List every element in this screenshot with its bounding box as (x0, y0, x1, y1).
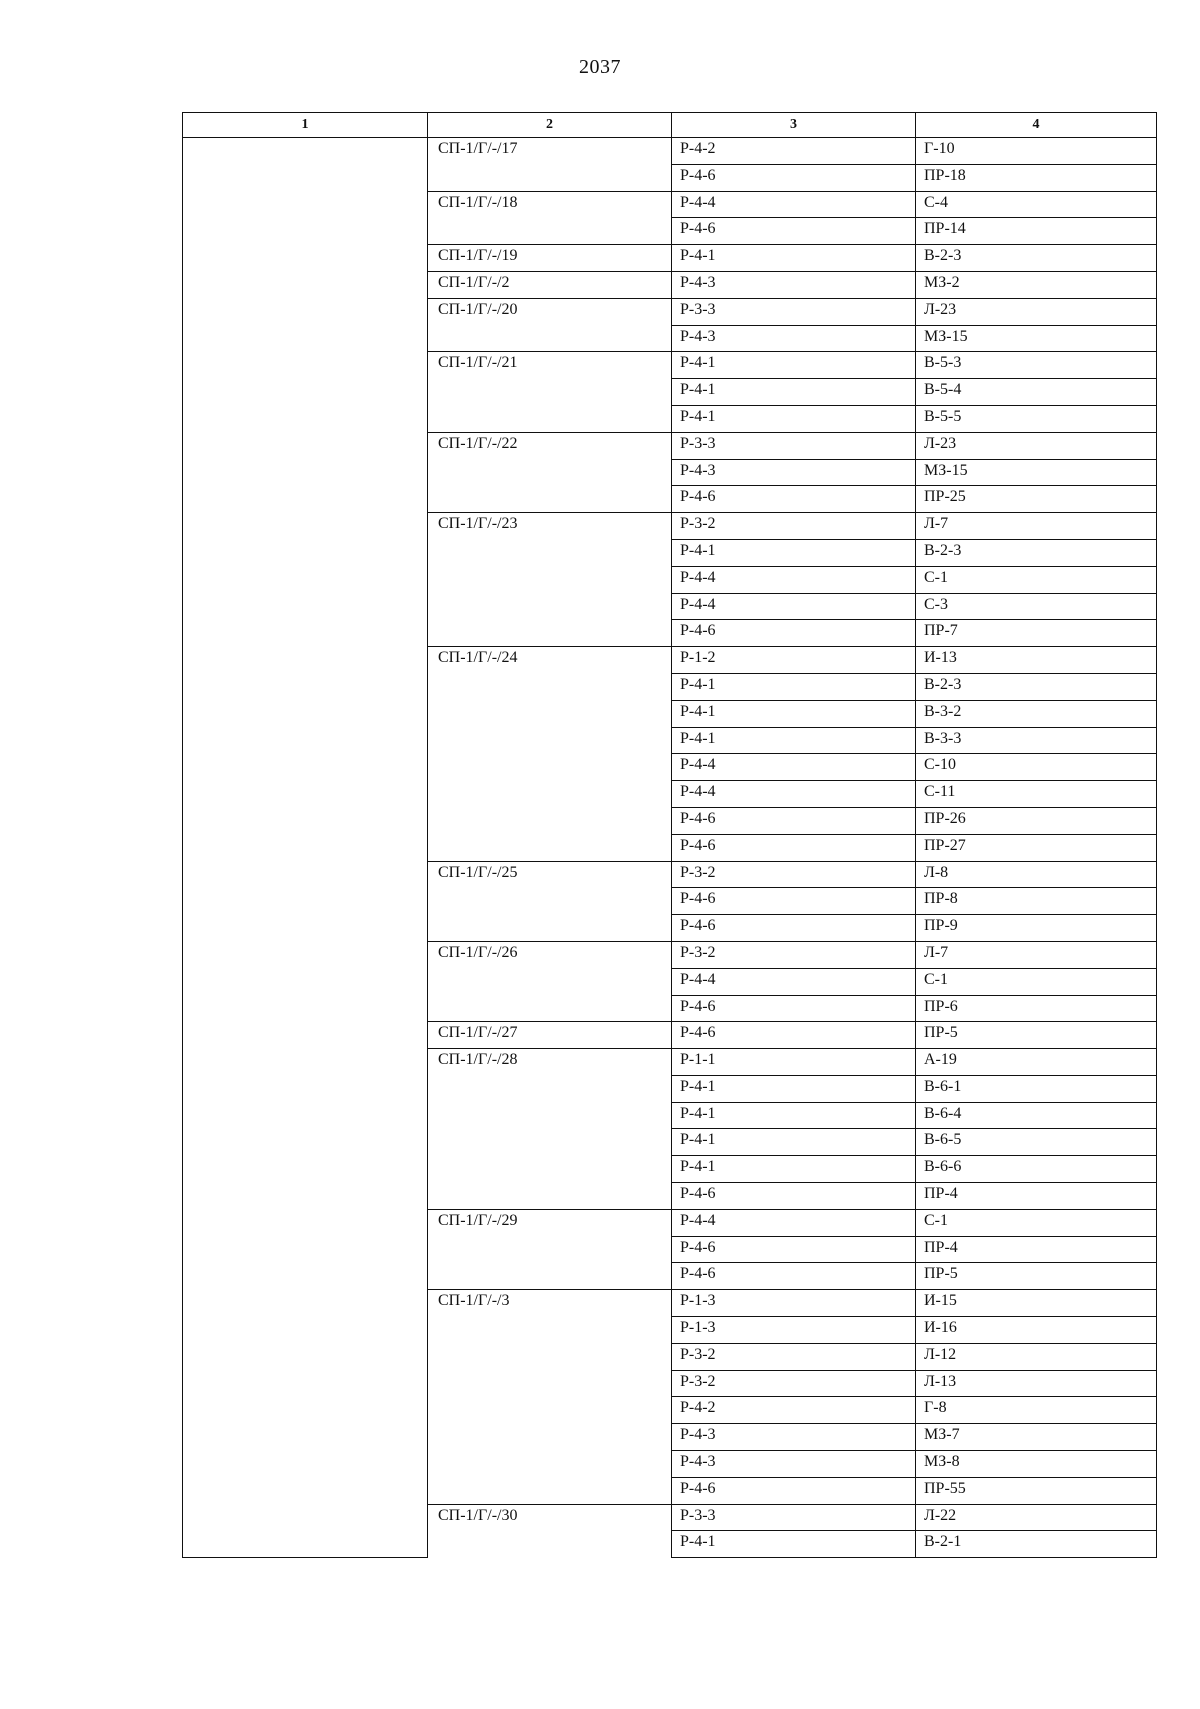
column-4-cell: И-16 (916, 1317, 1157, 1344)
column-3-cell: Р-4-1 (672, 405, 916, 432)
column-3-cell: Р-4-4 (672, 593, 916, 620)
group-code-cell: СП-1/Г/-/3 (428, 1290, 672, 1504)
column-3-cell: Р-4-6 (672, 620, 916, 647)
column-4-cell: Л-7 (916, 513, 1157, 540)
column-4-cell: И-15 (916, 1290, 1157, 1317)
group-code-cell: СП-1/Г/-/21 (428, 352, 672, 432)
column-header-4: 4 (916, 113, 1157, 138)
column-4-cell: ПР-4 (916, 1183, 1157, 1210)
column-4-cell: В-6-4 (916, 1102, 1157, 1129)
column-3-cell: Р-4-4 (672, 191, 916, 218)
column-4-cell: Г-8 (916, 1397, 1157, 1424)
column-3-cell: Р-4-6 (672, 834, 916, 861)
column-3-cell: Р-4-1 (672, 245, 916, 272)
column-4-cell: С-1 (916, 968, 1157, 995)
column-4-cell: С-11 (916, 781, 1157, 808)
column-4-cell: С-1 (916, 566, 1157, 593)
group-code-cell: СП-1/Г/-/25 (428, 861, 672, 941)
column-3-cell: Р-4-2 (672, 138, 916, 165)
column-4-cell: В-6-6 (916, 1156, 1157, 1183)
column-4-cell: В-5-3 (916, 352, 1157, 379)
column-3-cell: Р-4-3 (672, 1424, 916, 1451)
column-4-cell: Г-10 (916, 138, 1157, 165)
column-3-cell: Р-3-2 (672, 861, 916, 888)
column-3-cell: Р-4-1 (672, 1531, 916, 1558)
group-code-cell: СП-1/Г/-/20 (428, 298, 672, 352)
table-body (183, 138, 1157, 1558)
column-4-cell: Л-22 (916, 1504, 1157, 1531)
column-3-cell: Р-4-6 (672, 164, 916, 191)
column-4-cell: ПР-8 (916, 888, 1157, 915)
column-3-cell: Р-4-6 (672, 995, 916, 1022)
column-4-cell: МЗ-7 (916, 1424, 1157, 1451)
column-4-cell: ПР-14 (916, 218, 1157, 245)
group-code-cell: СП-1/Г/-/27 (428, 1022, 672, 1049)
column-4-cell: Л-7 (916, 941, 1157, 968)
column-3-cell: Р-4-6 (672, 915, 916, 942)
column-3-cell: Р-3-2 (672, 513, 916, 540)
column-4-cell: Л-13 (916, 1370, 1157, 1397)
column-3-cell: Р-4-6 (672, 1183, 916, 1210)
column-4-cell: В-5-4 (916, 379, 1157, 406)
column-3-cell: Р-1-3 (672, 1317, 916, 1344)
column-4-cell: Л-23 (916, 298, 1157, 325)
column-4-cell: С-10 (916, 754, 1157, 781)
column-4-cell: ПР-5 (916, 1022, 1157, 1049)
column-3-cell: Р-4-6 (672, 486, 916, 513)
column-4-cell: Л-23 (916, 432, 1157, 459)
group-code-cell: СП-1/Г/-/29 (428, 1209, 672, 1289)
column-3-cell: Р-4-6 (672, 218, 916, 245)
column-3-cell: Р-4-4 (672, 1209, 916, 1236)
column-4-cell: Л-12 (916, 1343, 1157, 1370)
column-4-cell: В-3-2 (916, 700, 1157, 727)
column-3-cell: Р-3-2 (672, 1370, 916, 1397)
column-4-cell: МЗ-15 (916, 325, 1157, 352)
column-header-1: 1 (183, 113, 428, 138)
column-3-cell: Р-4-6 (672, 807, 916, 834)
column-4-cell: С-3 (916, 593, 1157, 620)
column-3-cell: Р-4-1 (672, 379, 916, 406)
column-3-cell: Р-4-6 (672, 888, 916, 915)
column-4-cell: ПР-18 (916, 164, 1157, 191)
column-4-cell: ПР-26 (916, 807, 1157, 834)
column-4-cell: В-2-1 (916, 1531, 1157, 1558)
column-3-cell: Р-3-3 (672, 1504, 916, 1531)
column-4-cell: Л-8 (916, 861, 1157, 888)
column-3-cell: Р-4-2 (672, 1397, 916, 1424)
column-3-cell: Р-3-3 (672, 432, 916, 459)
column-3-cell: Р-4-1 (672, 1075, 916, 1102)
table-header (183, 113, 1157, 138)
group-code-cell: СП-1/Г/-/22 (428, 432, 672, 512)
column-4-cell: ПР-55 (916, 1477, 1157, 1504)
column-4-cell: ПР-5 (916, 1263, 1157, 1290)
group-code-cell: СП-1/Г/-/2 (428, 271, 672, 298)
column-4-cell: МЗ-8 (916, 1451, 1157, 1478)
column-3-cell: Р-4-4 (672, 968, 916, 995)
group-code-cell: СП-1/Г/-/26 (428, 941, 672, 1021)
column-4-cell: В-2-3 (916, 539, 1157, 566)
column-4-cell: В-6-1 (916, 1075, 1157, 1102)
column-3-cell: Р-1-1 (672, 1049, 916, 1076)
column-3-cell: Р-3-2 (672, 941, 916, 968)
column-4-cell: ПР-6 (916, 995, 1157, 1022)
column-header-3: 3 (672, 113, 916, 138)
column-4-cell: ПР-4 (916, 1236, 1157, 1263)
column-3-cell: Р-4-1 (672, 1102, 916, 1129)
column-3-cell: Р-4-1 (672, 727, 916, 754)
column-3-cell: Р-4-1 (672, 352, 916, 379)
column-3-cell: Р-4-3 (672, 271, 916, 298)
column-3-cell: Р-4-4 (672, 754, 916, 781)
column-3-cell: Р-4-1 (672, 1129, 916, 1156)
data-table (182, 112, 1157, 1558)
group-code-cell: СП-1/Г/-/19 (428, 245, 672, 272)
header-row (183, 113, 1157, 138)
column-3-cell: Р-4-3 (672, 459, 916, 486)
column-4-cell: В-2-3 (916, 673, 1157, 700)
column-3-cell: Р-4-4 (672, 781, 916, 808)
table-row (183, 138, 1157, 165)
column-4-cell: С-4 (916, 191, 1157, 218)
column-4-cell: ПР-9 (916, 915, 1157, 942)
column-3-cell: Р-4-4 (672, 566, 916, 593)
group-code-cell: СП-1/Г/-/24 (428, 647, 672, 861)
column-4-cell: МЗ-15 (916, 459, 1157, 486)
column-3-cell: Р-3-3 (672, 298, 916, 325)
column-3-cell: Р-4-6 (672, 1263, 916, 1290)
column-4-cell: И-13 (916, 647, 1157, 674)
column-4-cell: С-1 (916, 1209, 1157, 1236)
group-code-cell: СП-1/Г/-/17 (428, 138, 672, 192)
column-4-cell: В-2-3 (916, 245, 1157, 272)
column-3-cell: Р-4-6 (672, 1236, 916, 1263)
column-3-cell: Р-1-3 (672, 1290, 916, 1317)
column-3-cell: Р-4-3 (672, 1451, 916, 1478)
column-3-cell: Р-4-6 (672, 1477, 916, 1504)
column-header-2: 2 (428, 113, 672, 138)
column-4-cell: МЗ-2 (916, 271, 1157, 298)
column-3-cell: Р-4-1 (672, 673, 916, 700)
column-4-cell: В-3-3 (916, 727, 1157, 754)
column-4-cell: ПР-7 (916, 620, 1157, 647)
column-3-cell: Р-4-1 (672, 1156, 916, 1183)
group-code-cell: СП-1/Г/-/23 (428, 513, 672, 647)
column-4-cell: В-6-5 (916, 1129, 1157, 1156)
column-4-cell: ПР-25 (916, 486, 1157, 513)
column-3-cell: Р-4-1 (672, 700, 916, 727)
group-code-cell: СП-1/Г/-/30 (428, 1504, 672, 1558)
column-4-cell: А-19 (916, 1049, 1157, 1076)
column-3-cell: Р-1-2 (672, 647, 916, 674)
group-code-cell: СП-1/Г/-/28 (428, 1049, 672, 1210)
column-3-cell: Р-4-3 (672, 325, 916, 352)
column-1-cell (183, 138, 428, 1558)
column-3-cell: Р-3-2 (672, 1343, 916, 1370)
column-3-cell: Р-4-6 (672, 1022, 916, 1049)
column-4-cell: ПР-27 (916, 834, 1157, 861)
column-4-cell: В-5-5 (916, 405, 1157, 432)
page-number: 2037 (579, 56, 621, 78)
column-3-cell: Р-4-1 (672, 539, 916, 566)
group-code-cell: СП-1/Г/-/18 (428, 191, 672, 245)
